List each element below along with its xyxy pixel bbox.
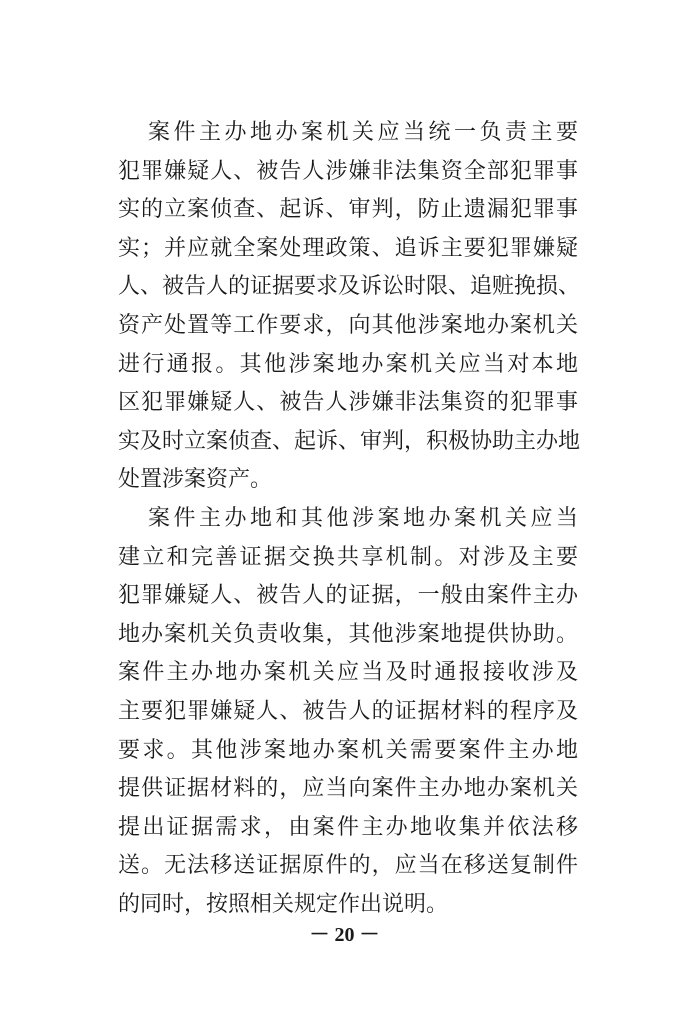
text-line: 的同时，按照相关规定作出说明。 <box>118 892 449 917</box>
text-line: 要求。其他涉案地办案机关需要案件主办地 <box>118 737 578 763</box>
text-line: 进行通报。其他涉案地办案机关应当对本地 <box>118 351 578 377</box>
text-line: 建立和完善证据交换共享机制。对涉及主要 <box>118 544 578 570</box>
text-line: 主要犯罪嫌疑人、被告人的证据材料的程序及 <box>118 699 578 724</box>
text-line: 实及时立案侦查、起诉、审判，积极协助主办地 <box>118 428 581 454</box>
text-line: 处置涉案资产。 <box>118 467 273 493</box>
text-line: 区犯罪嫌疑人、被告人涉嫌非法集资的犯罪事 <box>118 390 578 416</box>
text-line: 资产处置等工作要求，向其他涉案地办案机关 <box>118 313 578 338</box>
text-line: 实的立案侦查、起诉、审判，防止遗漏犯罪事 <box>118 197 578 223</box>
text-line: 人、被告人的证据要求及诉讼时限、追赃挽损、 <box>118 274 581 300</box>
text-line: 提供证据材料的，应当向案件主办地办案机关 <box>118 776 578 802</box>
text-line: 地办案机关负责收集，其他涉案地提供协助。 <box>118 621 578 647</box>
text-line: 犯罪嫌疑人、被告人涉嫌非法集资全部犯罪事 <box>118 158 578 184</box>
text-line: 实；并应就全案处理政策、追诉主要犯罪嫌疑 <box>118 235 578 261</box>
page-number: － 20 － <box>309 924 380 946</box>
text-line: 送。无法移送证据原件的，应当在移送复制件 <box>118 853 578 879</box>
text-line: 案件主办地和其他涉案地办案机关应当 <box>148 506 578 531</box>
text-line: 案件主办地办案机关应当及时通报接收涉及 <box>118 660 578 686</box>
text-line: 案件主办地办案机关应当统一负责主要 <box>148 120 578 145</box>
text-line: 犯罪嫌疑人、被告人的证据，一般由案件主办 <box>118 583 578 609</box>
text-line: 提出证据需求，由案件主办地收集并依法移 <box>118 814 578 840</box>
